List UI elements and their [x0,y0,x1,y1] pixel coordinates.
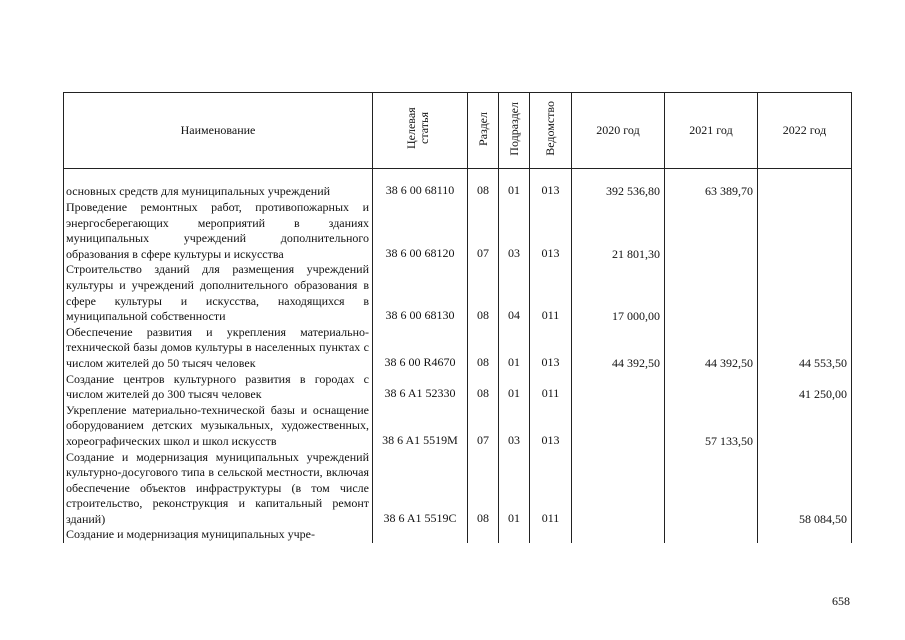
header-2021: 2021 год [665,93,758,169]
row-section: 08 [468,450,499,528]
row-2020 [572,372,665,403]
row-subsection [499,527,530,543]
row-2021 [665,527,758,543]
row-department: 011 [530,450,572,528]
row-name: Создание и модернизация муниципальных учре- [64,527,373,543]
header-target [373,93,468,169]
table-row [64,262,852,324]
row-section: 07 [468,200,499,262]
row-subsection: 03 [499,403,530,450]
row-department [530,527,572,543]
row-2021: 44 392,50 [665,325,758,372]
table-header-row [64,93,852,169]
row-target [373,527,468,543]
row-2021 [665,450,758,528]
table-row [64,403,852,450]
header-section-label: Раздел [475,111,490,146]
row-2021 [665,200,758,262]
row-2022: 58 084,50 [758,450,852,528]
row-2022 [758,262,852,324]
row-target: 38 6 00 68120 [373,200,468,262]
row-target: 38 6 00 68110 [373,169,468,201]
row-2020 [572,527,665,543]
row-section: 07 [468,403,499,450]
row-2022 [758,200,852,262]
table-row [64,372,852,403]
row-section [468,527,499,543]
table-row [64,325,852,372]
header-name: Наименование [64,93,373,169]
row-name: Укрепление материально-технической базы и оснащение оборудованием детских музыкальных, художественных, хореографических школ и школ искусств [64,403,373,450]
row-department: 011 [530,372,572,403]
row-section: 08 [468,325,499,372]
header-target-label: Целевая статья [404,107,431,150]
header-section [468,93,499,169]
row-2022: 44 553,50 [758,325,852,372]
row-2021 [665,372,758,403]
row-2022 [758,527,852,543]
row-department: 013 [530,169,572,201]
row-name: Строительство зданий для размещения учреждений культуры и учреждений дополнительного образования в сфере культуры и искусства, находящихся в муниципальной собственности [64,262,373,324]
row-name: Создание центров культурного развития в городах с числом жителей до 300 тысяч человек [64,372,373,403]
row-department: 013 [530,325,572,372]
row-target: 38 6 A1 5519C [373,450,468,528]
header-2020: 2020 год [572,93,665,169]
row-name: основных средств для муниципальных учреждений [64,169,373,201]
row-section: 08 [468,169,499,201]
table-row [64,450,852,528]
table-row [64,527,852,543]
page-number: 658 [832,594,850,608]
header-subsection [499,93,530,169]
row-department: 011 [530,262,572,324]
header-department [530,93,572,169]
row-2021 [665,262,758,324]
row-target: 38 6 A1 52330 [373,372,468,403]
table-row [64,200,852,262]
row-name: Проведение ремонтных работ, противопожарных и энергосберегающих мероприятий в зданиях муниципальных учреждений дополнительного образования в сфере культуры и искусства [64,200,373,262]
row-2020: 44 392,50 [572,325,665,372]
header-department-label: Ведомство [543,101,557,156]
row-subsection: 01 [499,325,530,372]
row-subsection: 03 [499,200,530,262]
row-department: 013 [530,403,572,450]
row-subsection: 04 [499,262,530,324]
row-section: 08 [468,262,499,324]
row-department: 013 [530,200,572,262]
row-2020 [572,403,665,450]
row-2022: 41 250,00 [758,372,852,403]
header-2022: 2022 год [758,93,852,169]
budget-table [63,92,852,543]
row-name: Обеспечение развития и укрепления материально-технической базы домов культуры в населенных пунктах с числом жителей до 50 тысяч человек [64,325,373,372]
row-target: 38 6 00 68130 [373,262,468,324]
row-2020: 21 801,30 [572,200,665,262]
row-2020 [572,450,665,528]
row-2021: 63 389,70 [665,169,758,201]
row-2020: 392 536,80 [572,169,665,201]
row-subsection: 01 [499,372,530,403]
row-2022 [758,169,852,201]
row-subsection: 01 [499,450,530,528]
row-2022 [758,403,852,450]
row-section: 08 [468,372,499,403]
row-name: Создание и модернизация муниципальных учреждений культурно-досугового типа в сельской местности, включая обеспечение объектов инфраструктуры (в том числе строительство, реконструкция и капитальный ремонт зданий) [64,450,373,528]
row-target: 38 6 A1 5519M [373,403,468,450]
row-subsection: 01 [499,169,530,201]
table-row [64,169,852,201]
row-2020: 17 000,00 [572,262,665,324]
row-2021: 57 133,50 [665,403,758,450]
row-target: 38 6 00 R4670 [373,325,468,372]
header-subsection-label: Подраздел [506,101,521,156]
